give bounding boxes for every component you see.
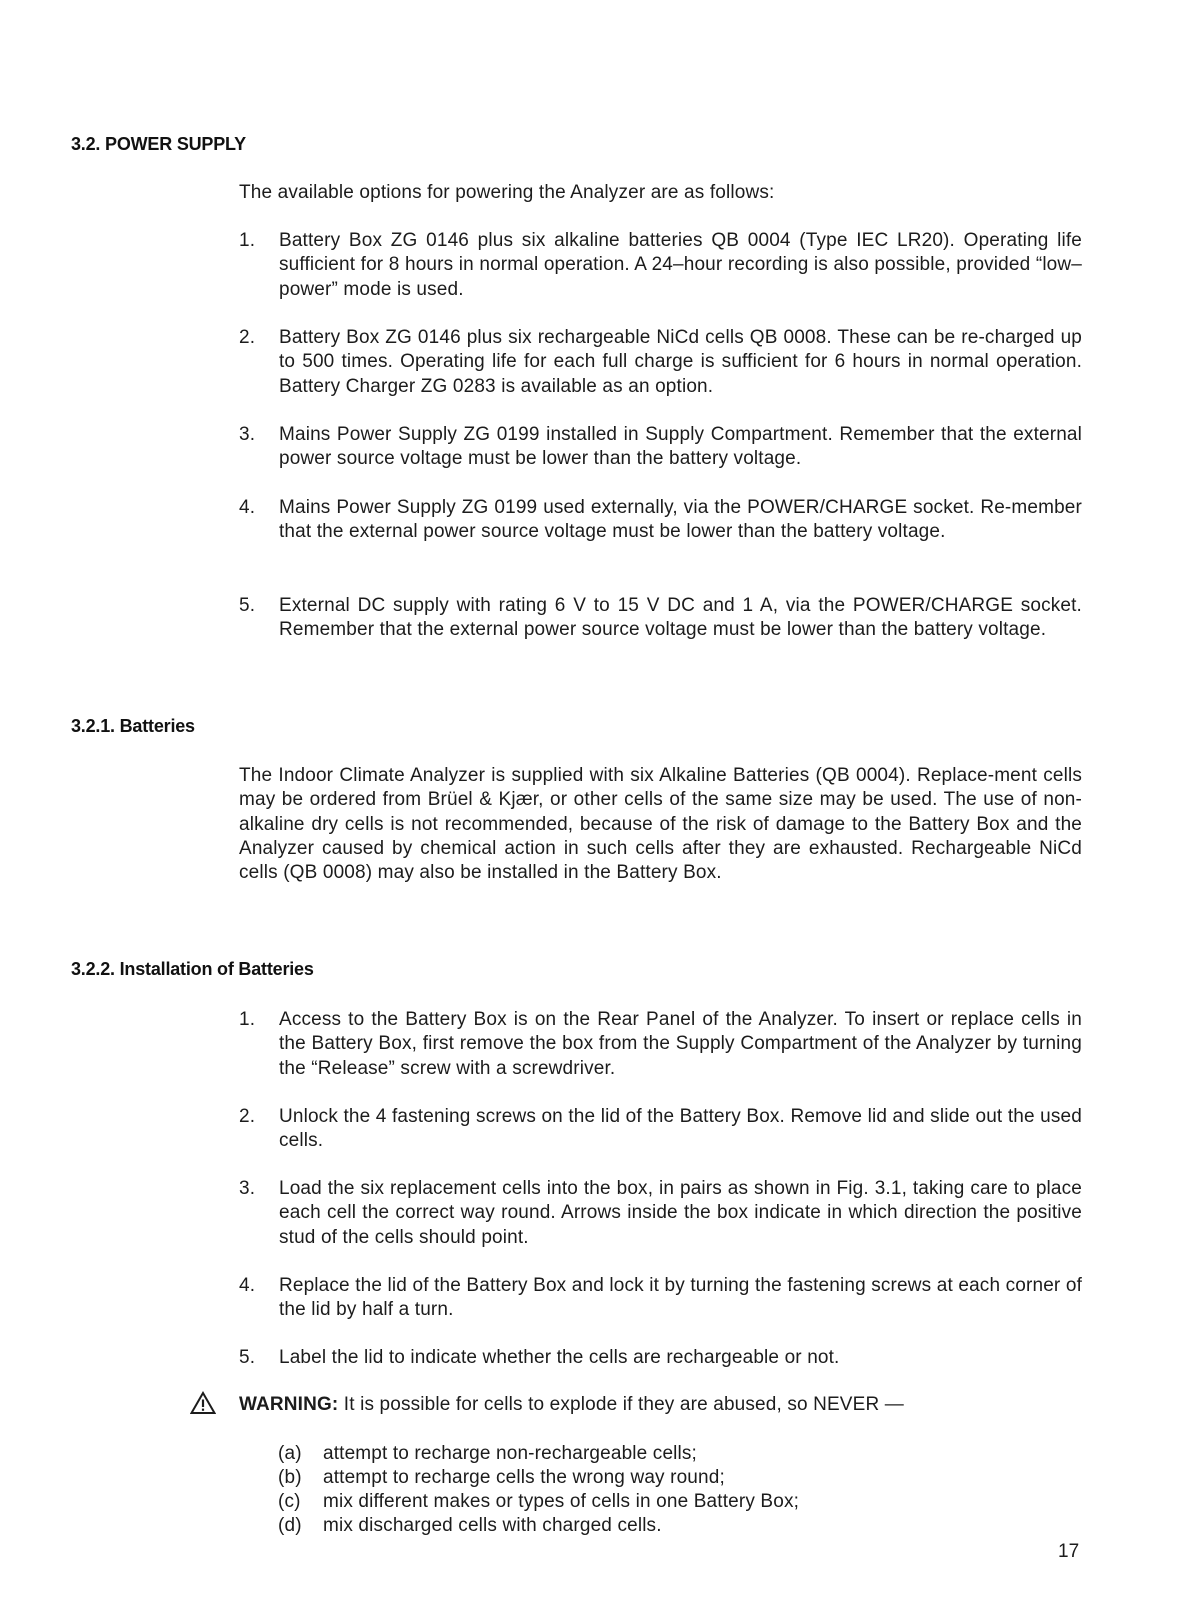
installation-step-item [239,1105,1082,1154]
list-item-text: Battery Box ZG 0146 plus six alkaline batteries QB 0004 (Type IEC LR20). Operating life sufficient for 8 hours in normal operation. A 24–hour recording is also possible, provided “low–power” mode is used. [279,230,1082,300]
power-option-item [239,229,1082,302]
list-item-text: Load the six replacement cells into the box, in pairs as shown in Fig. 3.1, taking care to place each cell the correct way round. Arrows inside the box indicate in which direction the positive stud of the cells should point. [279,1178,1082,1248]
section-heading-installation: 3.2.2. Installation of Batteries [71,959,314,979]
list-item-text: Unlock the 4 fastening screws on the lid of the Battery Box. Remove lid and slide out the used cells. [279,1106,1082,1152]
warning-triangle-icon [190,1391,216,1415]
list-number: 5. [239,595,256,616]
list-marker: (a) [278,1443,302,1464]
list-number: 5. [239,1347,256,1368]
list-item-text: mix different makes or types of cells in one Battery Box; [323,1491,800,1512]
power-option-item [239,594,1082,643]
list-number: 3. [239,424,256,445]
list-marker: (d) [278,1515,302,1536]
list-number: 2. [239,327,256,348]
batteries-body: The Indoor Climate Analyzer is supplied with six Alkaline Batteries (QB 0004). Replace-ment cells may be ordered from Brüel & Kjær, or other cells of the same size may be used. The use of non-alkaline dry cells is not recommended, because of the risk of damage to the Battery Box and the Analyzer caused by chemical action in such cells after they are exhausted. Rechargeable NiCd cells (QB 0008) may also be installed in the Battery Box. [239,765,1082,884]
list-item-text: Label the lid to indicate whether the cells are rechargeable or not. [279,1347,840,1368]
list-marker: (c) [278,1491,301,1512]
section-heading-power-supply: 3.2. POWER SUPPLY [71,134,246,154]
list-number: 2. [239,1106,256,1127]
list-item-text: Mains Power Supply ZG 0199 installed in Supply Compartment. Remember that the external power source voltage must be lower than the battery voltage. [279,424,1082,470]
list-item-text: Access to the Battery Box is on the Rear Panel of the Analyzer. To insert or replace cells in the Battery Box, first remove the box from the Supply Compartment of the Analyzer by turning the “Release” screw with a screwdriver. [279,1009,1082,1079]
warning-line [239,1393,904,1417]
list-item-text: attempt to recharge cells the wrong way round; [323,1467,725,1488]
never-list-item [278,1490,799,1514]
list-number: 3. [239,1178,256,1199]
installation-step-item [239,1346,1082,1370]
list-item-text: mix discharged cells with charged cells. [323,1515,662,1536]
power-option-item [239,326,1082,399]
list-item-text: External DC supply with rating 6 V to 15 V DC and 1 A, via the POWER/CHARGE socket. Remember that the external power source voltage must be lower than the battery voltage. [279,595,1082,641]
warning-text: It is possible for cells to explode if they are abused, so NEVER — [338,1394,904,1415]
list-item-text: Replace the lid of the Battery Box and lock it by turning the fastening screws at each corner of the lid by half a turn. [279,1275,1082,1321]
never-list-item [278,1466,725,1490]
list-number: 4. [239,497,256,518]
list-item-text: attempt to recharge non-rechargeable cells; [323,1443,697,1464]
installation-step-item [239,1008,1082,1081]
list-number: 1. [239,230,256,251]
list-item-text: Mains Power Supply ZG 0199 used externally, via the POWER/CHARGE socket. Re-member that the external power source voltage must be lower than the battery voltage. [279,497,1082,543]
list-number: 4. [239,1275,256,1296]
power-option-item [239,423,1082,472]
list-item-text: Battery Box ZG 0146 plus six rechargeable NiCd cells QB 0008. These can be re-charged up to 500 times. Operating life for each full charge is sufficient for 6 hours in normal operation. Battery Charger ZG 0283 is available as an option. [279,327,1082,397]
list-marker: (b) [278,1467,302,1488]
power-option-item [239,496,1082,545]
list-number: 1. [239,1009,256,1030]
never-list-item [278,1442,697,1466]
page-number: 17 [1058,1541,1080,1562]
installation-step-item [239,1274,1082,1323]
power-supply-intro: The available options for powering the Analyzer are as follows: [239,182,775,203]
installation-step-item [239,1177,1082,1250]
warning-label: WARNING: [239,1394,339,1415]
never-list-item [278,1514,662,1538]
section-heading-batteries: 3.2.1. Batteries [71,716,195,736]
